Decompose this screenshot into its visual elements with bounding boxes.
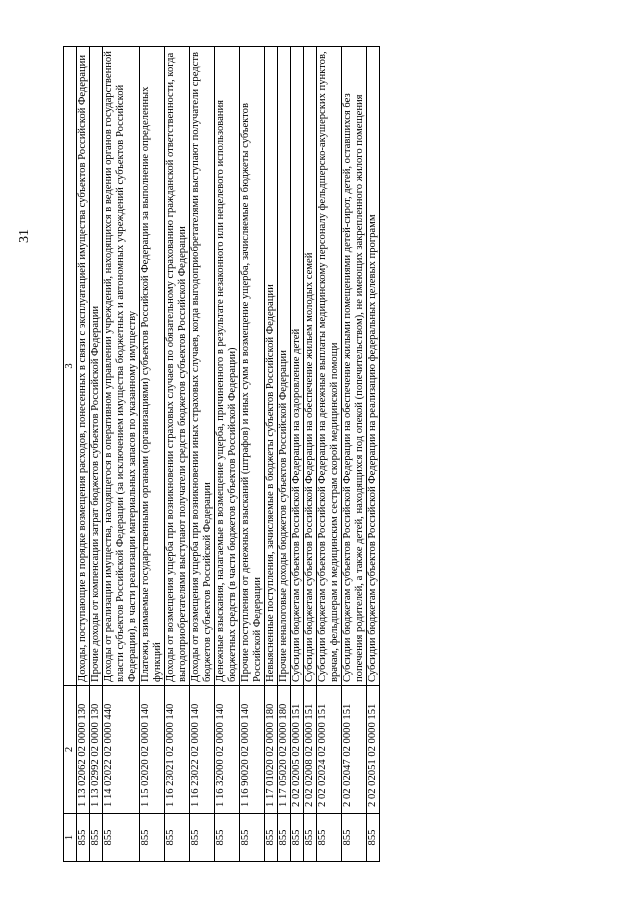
revenue-name-cell: Доходы от возмещения ущерба при возникновении страховых случаев по обязательному страхованию гражданской ответственности, когда выгодоприобретателями выступают получатели средств бюджетов субъектов Российской Федерации xyxy=(165,47,190,686)
revenue-name-cell: Невыясненные поступления, зачисляемые в бюджеты субъектов Российской Федерации xyxy=(265,47,278,686)
admin-code-cell: 855 xyxy=(140,814,165,862)
page-number: 31 xyxy=(17,229,32,243)
revenue-name-cell: Доходы, поступающие в порядке возмещения расходов, понесенных в связи с эксплуатацией имущества субъектов Российской Федерации xyxy=(77,47,90,686)
revenue-name-cell: Доходы от возмещения ущерба при возникновении иных страховых случаев, когда выгодоприобретателями выступают получатели средств бюджетов субъектов Российской Федерации xyxy=(190,47,215,686)
header-col-3: 3 xyxy=(64,47,77,686)
budget-code-cell: 1 15 02020 02 0000 140 xyxy=(140,686,165,814)
budget-code-cell: 1 16 90020 02 0000 140 xyxy=(240,686,265,814)
budget-code-cell: 1 16 23022 02 0000 140 xyxy=(190,686,215,814)
budget-code-cell: 1 13 02062 02 0000 130 xyxy=(77,686,90,814)
table-row xyxy=(103,47,140,862)
budget-code-cell: 1 16 23021 02 0000 140 xyxy=(165,686,190,814)
revenue-name-cell: Платежи, взимаемые государственными органами (организациями) субъектов Российской Федерации за выполнение определенных функций xyxy=(140,47,165,686)
table-body xyxy=(77,47,380,862)
table-row xyxy=(190,47,215,862)
admin-code-cell: 855 xyxy=(291,814,304,862)
revenue-name-cell: Прочие неналоговые доходы бюджетов субъектов Российской Федерации xyxy=(278,47,291,686)
revenue-name-cell: Субсидии бюджетам субъектов Российской Федерации на реализацию федеральных целевых программ xyxy=(367,47,380,686)
table-row xyxy=(317,47,342,862)
admin-code-cell: 855 xyxy=(215,814,240,862)
revenue-name-cell: Субсидии бюджетам субъектов Российской Федерации на денежные выплаты медицинскому персоналу фельдшерско-акушерских пунктов, врачам, фельдшерам и медицинским сестрам скорой медицинской помощи xyxy=(317,47,342,686)
header-col-2: 2 xyxy=(64,686,77,814)
budget-code-cell: 2 02 02051 02 0000 151 xyxy=(367,686,380,814)
revenue-name-cell: Субсидии бюджетам субъектов Российской Федерации на оздоровление детей xyxy=(291,47,304,686)
table-row xyxy=(240,47,265,862)
revenue-name-cell: Доходы от реализации имущества, находящегося в оперативном управлении учреждений, находящихся в ведении органов государственной власти субъектов Российской Федерации (за исключением имущества бюджетных и автономных учреждений субъектов Российской Федерации), в части реализации материальных запасов по указанному имуществу xyxy=(103,47,140,686)
admin-code-cell: 855 xyxy=(240,814,265,862)
budget-code-cell: 1 16 32000 02 0000 140 xyxy=(215,686,240,814)
revenue-name-cell: Прочие доходы от компенсации затрат бюджетов субъектов Российской Федерации xyxy=(90,47,103,686)
table-row xyxy=(140,47,165,862)
table-header-row xyxy=(64,47,77,862)
budget-code-cell: 1 13 02992 02 0000 130 xyxy=(90,686,103,814)
admin-code-cell: 855 xyxy=(265,814,278,862)
admin-code-cell: 855 xyxy=(77,814,90,862)
admin-code-cell: 855 xyxy=(367,814,380,862)
table-row xyxy=(265,47,278,862)
revenue-name-cell: Денежные взыскания, налагаемые в возмещение ущерба, причиненного в результате незаконного или нецелевого использования бюджетных средств (в части бюджетов субъектов Российской Федерации) xyxy=(215,47,240,686)
admin-code-cell: 855 xyxy=(342,814,367,862)
admin-code-cell: 855 xyxy=(278,814,291,862)
admin-code-cell: 855 xyxy=(190,814,215,862)
table-row xyxy=(278,47,291,862)
revenue-name-cell: Прочие поступления от денежных взысканий (штрафов) и иных сумм в возмещение ущерба, зачисляемые в бюджеты субъектов Российской Федерации xyxy=(240,47,265,686)
admin-code-cell: 855 xyxy=(90,814,103,862)
budget-code-cell: 1 17 05020 02 0000 180 xyxy=(278,686,291,814)
revenue-name-cell: Субсидии бюджетам субъектов Российской Федерации на обеспечение жилыми помещениями детей-сирот, детей, оставшихся без попечения родителей, а также детей, находящихся под опекой (попечительством), не имеющих закрепленного жилого помещения xyxy=(342,47,367,686)
table-row xyxy=(165,47,190,862)
table-row xyxy=(342,47,367,862)
admin-code-cell: 855 xyxy=(317,814,342,862)
admin-code-cell: 855 xyxy=(103,814,140,862)
rotated-table-container xyxy=(63,47,588,862)
admin-code-cell: 855 xyxy=(165,814,190,862)
budget-code-cell: 2 02 02005 02 0000 151 xyxy=(291,686,304,814)
table-row xyxy=(215,47,240,862)
budget-code-cell: 2 02 02024 02 0000 151 xyxy=(317,686,342,814)
admin-code-cell: 855 xyxy=(304,814,317,862)
table-row xyxy=(90,47,103,862)
budget-code-cell: 2 02 02047 02 0000 151 xyxy=(342,686,367,814)
table-row xyxy=(77,47,90,862)
revenue-codes-table xyxy=(63,46,380,862)
budget-code-cell: 2 02 02008 02 0000 151 xyxy=(304,686,317,814)
header-col-1: 1 xyxy=(64,814,77,862)
table-row xyxy=(291,47,304,862)
table-row xyxy=(304,47,317,862)
budget-code-cell: 1 17 01020 02 0000 180 xyxy=(265,686,278,814)
table-row xyxy=(367,47,380,862)
revenue-name-cell: Субсидии бюджетам субъектов Российской Федерации на обеспечение жильем молодых семей xyxy=(304,47,317,686)
budget-code-cell: 1 14 02022 02 0000 440 xyxy=(103,686,140,814)
